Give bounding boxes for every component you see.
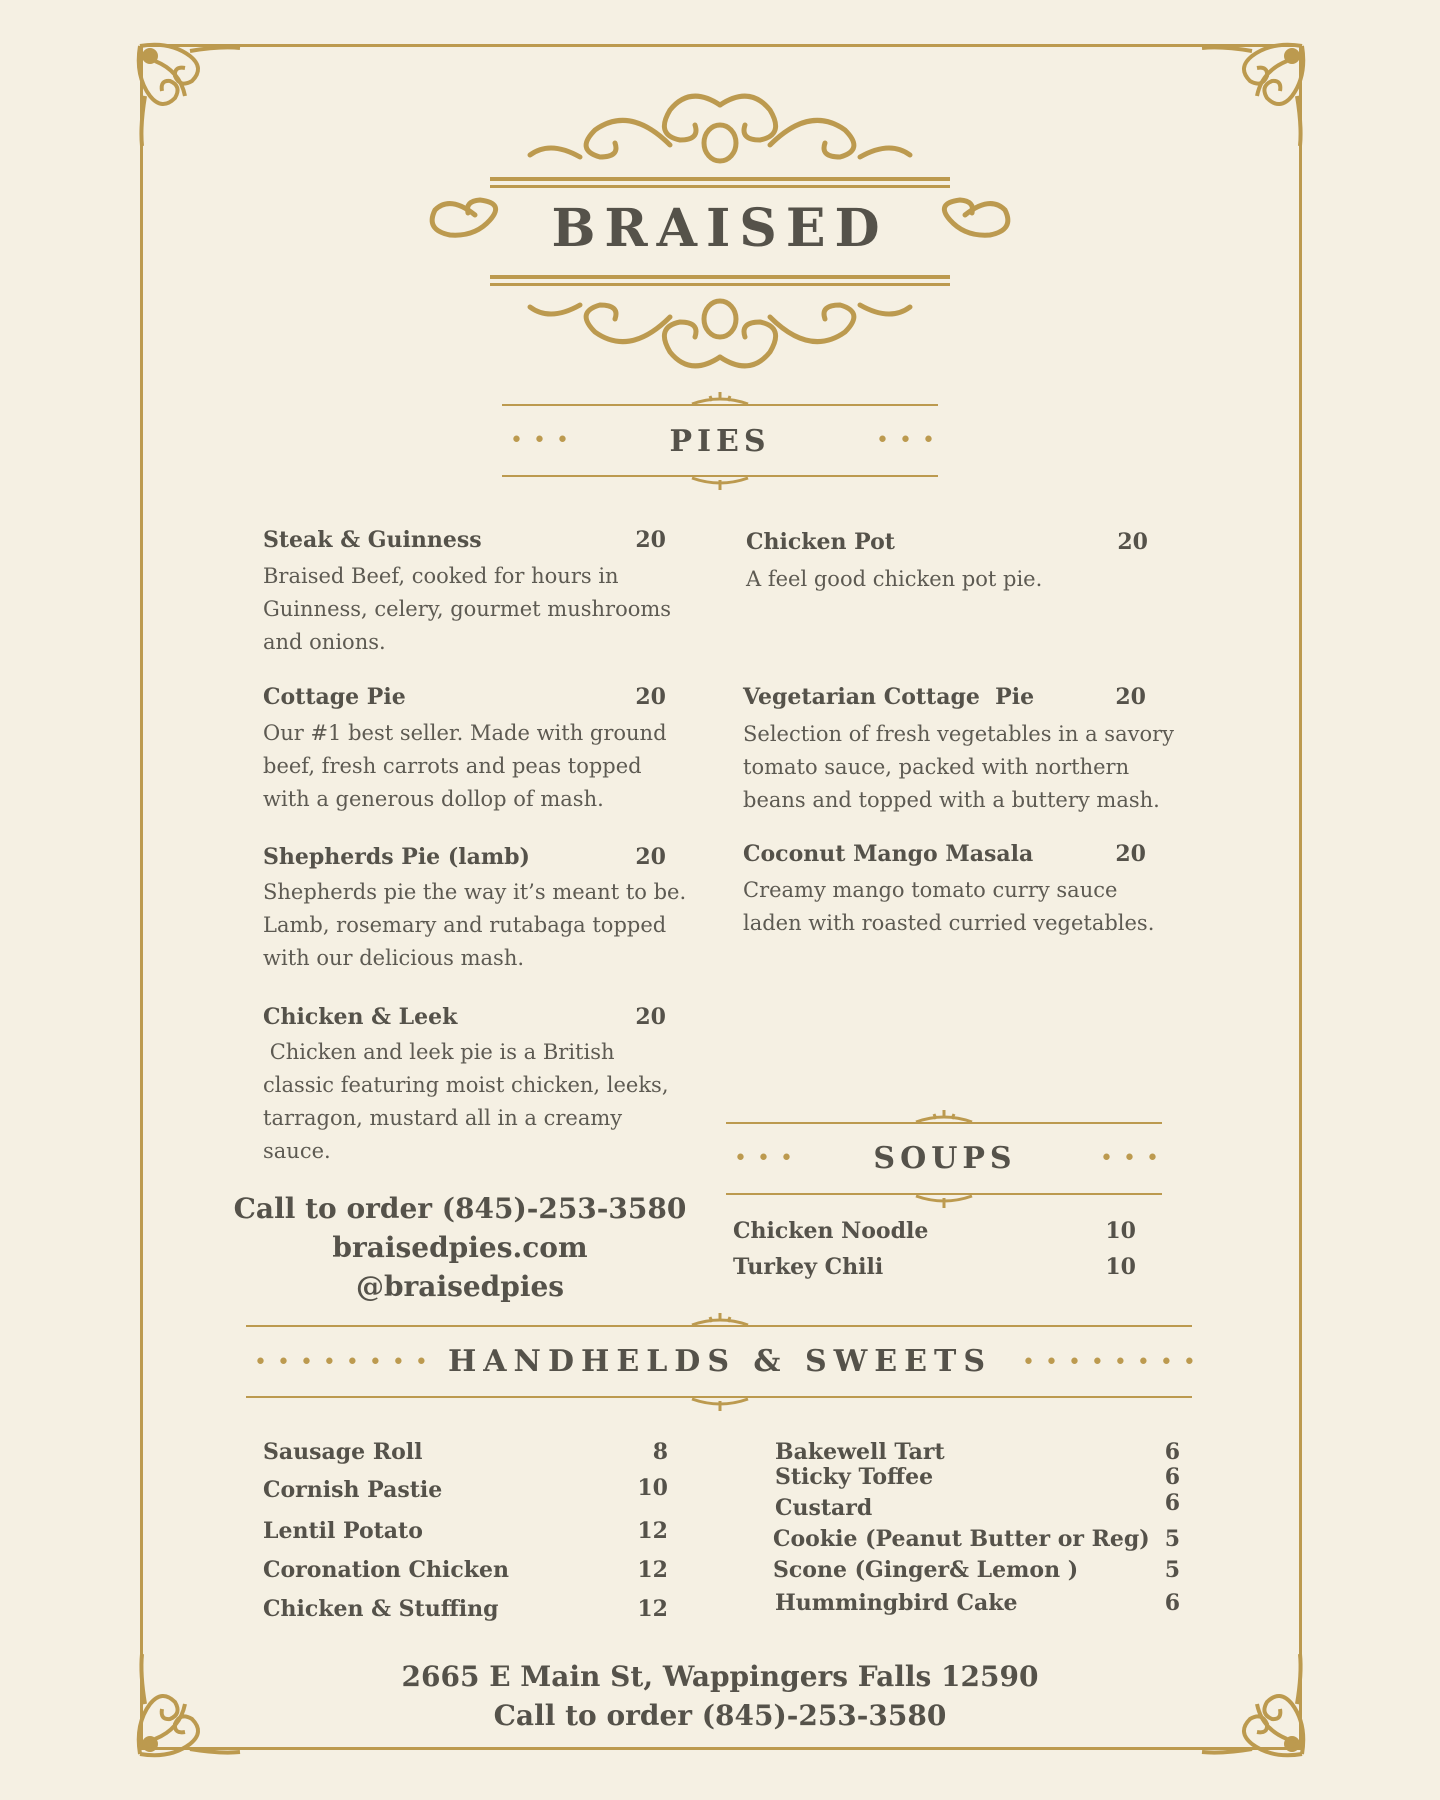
menu-item-description: Braised Beef, cooked for hours in Guinness, celery, gourmet mushrooms and onions. — [263, 564, 672, 654]
sweet-item-name: Scone (Ginger& Lemon ) — [773, 1557, 1079, 1583]
soup-item-price: 10 — [1105, 1218, 1136, 1244]
dots-ornament: •••••••• — [254, 1350, 438, 1375]
handheld-item-name: Sausage Roll — [263, 1439, 423, 1465]
footer-address: 2665 E Main St, Wappingers Falls 12590 — [401, 1660, 1039, 1693]
sweet-item-price: 6 — [1164, 1464, 1180, 1490]
contact-phone: Call to order (845)-253-3580 — [233, 1192, 687, 1225]
corner-flourish-icon — [1182, 1634, 1312, 1764]
handheld-item-price: 12 — [637, 1596, 668, 1622]
crown-ornament-icon — [690, 390, 750, 406]
handheld-item-name: Coronation Chicken — [263, 1557, 510, 1583]
menu-item-name: Chicken Pot — [746, 529, 895, 555]
sweet-item-price: 6 — [1164, 1590, 1180, 1616]
sweet-item-name: Cookie (Peanut Butter or Reg) — [773, 1526, 1150, 1552]
dots-ornament: ••• — [734, 1146, 803, 1171]
handheld-item-price: 10 — [637, 1475, 668, 1501]
menu-item-description: Creamy mango tomato curry sauce laden with roasted curried vegetables. — [743, 878, 1155, 935]
menu-item-name: Coconut Mango Masala — [743, 841, 1034, 867]
soups-section-title: SOUPS — [873, 1141, 1017, 1176]
sweet-item-price: 5 — [1164, 1557, 1180, 1583]
dots-ornament: •••••••• — [1022, 1350, 1206, 1375]
menu-item-description: A feel good chicken pot pie. — [746, 567, 1043, 591]
crown-ornament-icon — [690, 476, 750, 492]
handheld-item-name: Chicken & Stuffing — [263, 1596, 499, 1622]
crown-ornament-icon — [914, 1194, 974, 1210]
handhelds-section-title: HANDHELDS & SWEETS — [447, 1344, 993, 1379]
corner-flourish-icon — [130, 36, 260, 166]
sweet-item-name: Sticky Toffee — [775, 1464, 934, 1490]
soup-item-price: 10 — [1105, 1254, 1136, 1280]
menu-item-description: Selection of fresh vegetables in a savory tomato sauce, packed with northern beans and topped with a buttery mash. — [743, 722, 1175, 812]
sweet-item-price: 6 — [1164, 1490, 1180, 1516]
footer-phone: Call to order (845)-253-3580 — [493, 1699, 947, 1732]
sweet-item-price: 5 — [1164, 1526, 1180, 1552]
menu-item-description: Shepherds pie the way it’s meant to be. Lamb, rosemary and rutabaga topped with our delicious mash. — [263, 880, 687, 970]
menu-item-name: Cottage Pie — [263, 684, 406, 710]
handheld-item-price: 12 — [637, 1518, 668, 1544]
corner-flourish-icon — [130, 1634, 260, 1764]
pies-section-title: PIES — [669, 424, 771, 459]
contact-social: @braisedpies — [355, 1270, 565, 1303]
crown-ornament-icon — [690, 1397, 750, 1413]
dots-ornament: ••• — [510, 428, 579, 453]
menu-item-description: Our #1 best seller. Made with ground beef, fresh carrots and peas topped with a generous dollop of mash. — [263, 721, 667, 811]
menu-item-name: Chicken & Leek — [263, 1004, 458, 1030]
menu-item-price: 20 — [1115, 684, 1146, 710]
menu-item-price: 20 — [635, 844, 666, 870]
dots-ornament: ••• — [1100, 1146, 1169, 1171]
menu-item-price: 20 — [1117, 529, 1148, 555]
handheld-item-name: Cornish Pastie — [263, 1477, 443, 1503]
soup-item-name: Turkey Chili — [733, 1254, 884, 1280]
sweet-item-price: 6 — [1164, 1439, 1180, 1465]
contact-website: braisedpies.com — [332, 1231, 588, 1264]
menu-item-price: 20 — [635, 527, 666, 553]
crown-ornament-icon — [914, 1108, 974, 1124]
menu-item-price: 20 — [1115, 841, 1146, 867]
menu-item-name: Shepherds Pie (lamb) — [263, 844, 530, 870]
sweet-item-name: Custard — [775, 1495, 873, 1521]
menu-item-name: Vegetarian Cottage Pie — [743, 684, 1035, 710]
sweet-item-name: Bakewell Tart — [775, 1439, 945, 1465]
menu-item-name: Steak & Guinness — [263, 527, 482, 553]
contact-block — [230, 1189, 690, 1306]
menu-item-description: Chicken and leek pie is a British classic featuring moist chicken, leeks, tarragon, mustard all in a creamy sauce. — [263, 1040, 676, 1163]
handheld-item-price: 12 — [637, 1557, 668, 1583]
restaurant-title: BRAISED — [551, 198, 889, 259]
dots-ornament: ••• — [876, 428, 945, 453]
menu-item-price: 20 — [635, 1004, 666, 1030]
handheld-item-name: Lentil Potato — [263, 1518, 423, 1544]
handheld-item-price: 8 — [652, 1439, 668, 1465]
footer — [300, 1657, 1140, 1735]
sweet-item-name: Hummingbird Cake — [775, 1590, 1018, 1616]
menu-item-price: 20 — [635, 684, 666, 710]
corner-flourish-icon — [1182, 36, 1312, 166]
soup-item-name: Chicken Noodle — [733, 1218, 929, 1244]
crown-ornament-icon — [690, 1311, 750, 1327]
